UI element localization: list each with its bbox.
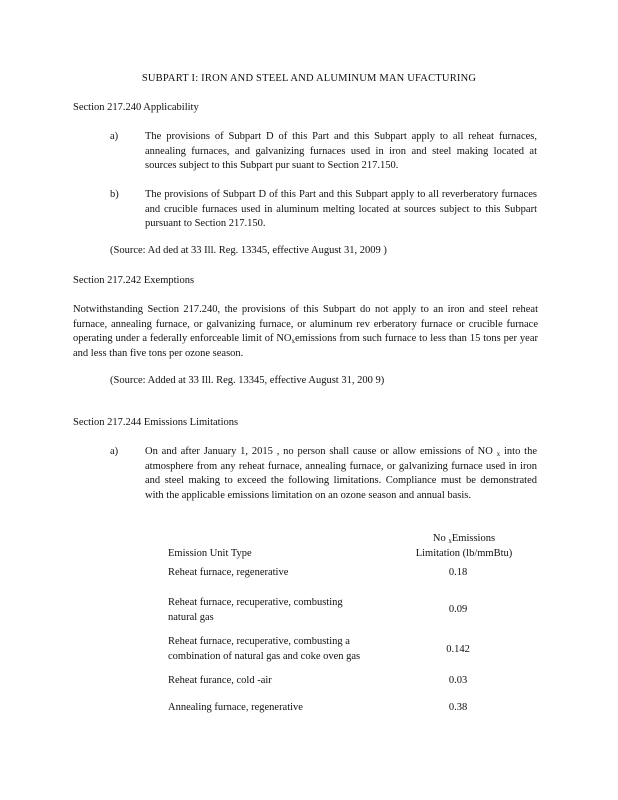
exemption-text-part-1: Notwithstanding Section 217.240, the provisions of this Subpart do not apply to an iron and steel reheat furnace, annealing furnace, or galvanizing furnace, or aluminum rev erberatory furnace or crucible furnace operating under a federally enforceable limit of NO [73, 304, 538, 345]
emission-unit-type: Reheat furnace, recuperative, combusting natural gas [168, 597, 343, 623]
item-a-label: a) [110, 131, 119, 142]
section-217-240-item-a: The provisions of Subpart D of this Part and this Subpart apply to all reheat furnaces, annealing furnaces, and galvanizing furnaces used in iron and steel making located at sources subject to this Subpart pur suant to Section 217.150. [145, 131, 537, 172]
nox-subscript: x [496, 450, 501, 458]
column-header-limitation [404, 532, 524, 561]
emission-unit-type: Reheat furnace, recuperative, combusting a combination of natural gas and coke oven gas [168, 636, 361, 662]
header-limitation-units: Limitation (lb/mmBtu) [415, 547, 513, 559]
section-217-242-paragraph [73, 303, 538, 361]
emission-unit-type: Annealing furnace, regenerative [168, 702, 303, 713]
emission-limit-value: 0.18 [448, 567, 468, 578]
section-217-244-item-a [145, 445, 537, 503]
emission-limit-value: 0.38 [448, 702, 468, 713]
exemption-text-part-2: emissions from such furnace to less than 15 tons per year and less than five tons per ozone season. [73, 333, 538, 359]
subpart-title: SUBPART I: IRON AND STEEL AND ALUMINUM MAN UFACTURING [141, 73, 477, 84]
emission-limit-value: 0.09 [448, 604, 468, 615]
item-b-label: b) [110, 189, 119, 200]
emission-unit-type: Reheat furance, cold -air [168, 675, 272, 686]
nox-subscript: x [291, 337, 296, 346]
emission-limit-value: 0.03 [448, 675, 468, 686]
header-emissions: Emissions [451, 533, 496, 544]
section-217-242-heading: Section 217.242 Exemptions [73, 275, 195, 286]
section-217-240-item-b: The provisions of Subpart D of this Part and this Subpart apply to all reverberatory furnaces and crucible furnaces used in aluminum melting located at sources subject to this Subpart pursuant to Section 217.150. [145, 189, 537, 230]
nox-subscript: x [448, 537, 452, 545]
emission-limit-value: 0.142 [446, 644, 470, 655]
limitation-text-part-1: On and after January 1, 2015 , no person shall cause or allow emissions of NO [145, 446, 493, 457]
header-no: No [432, 533, 446, 544]
section-217-242-source: (Source: Added at 33 Ill. Reg. 13345, effective August 31, 200 9) [110, 375, 385, 386]
item-a-label: a) [110, 446, 119, 457]
section-217-240-source: (Source: Ad ded at 33 Ill. Reg. 13345, effective August 31, 2009 ) [110, 245, 387, 256]
column-header-emission-unit-type: Emission Unit Type [168, 548, 252, 559]
limitation-text-part-2: into the atmosphere from any reheat furnace, annealing furnace, or galvanizing furnace used in iron and steel making to exceed the following limitations. Compliance must be demonstrated with the applicable emissions limitation on an ozone season and annual basis. [145, 446, 537, 501]
section-217-240-heading: Section 217.240 Applicability [73, 102, 199, 113]
section-217-244-heading: Section 217.244 Emissions Limitations [73, 417, 239, 428]
emission-unit-type: Reheat furnace, regenerative [168, 567, 289, 578]
